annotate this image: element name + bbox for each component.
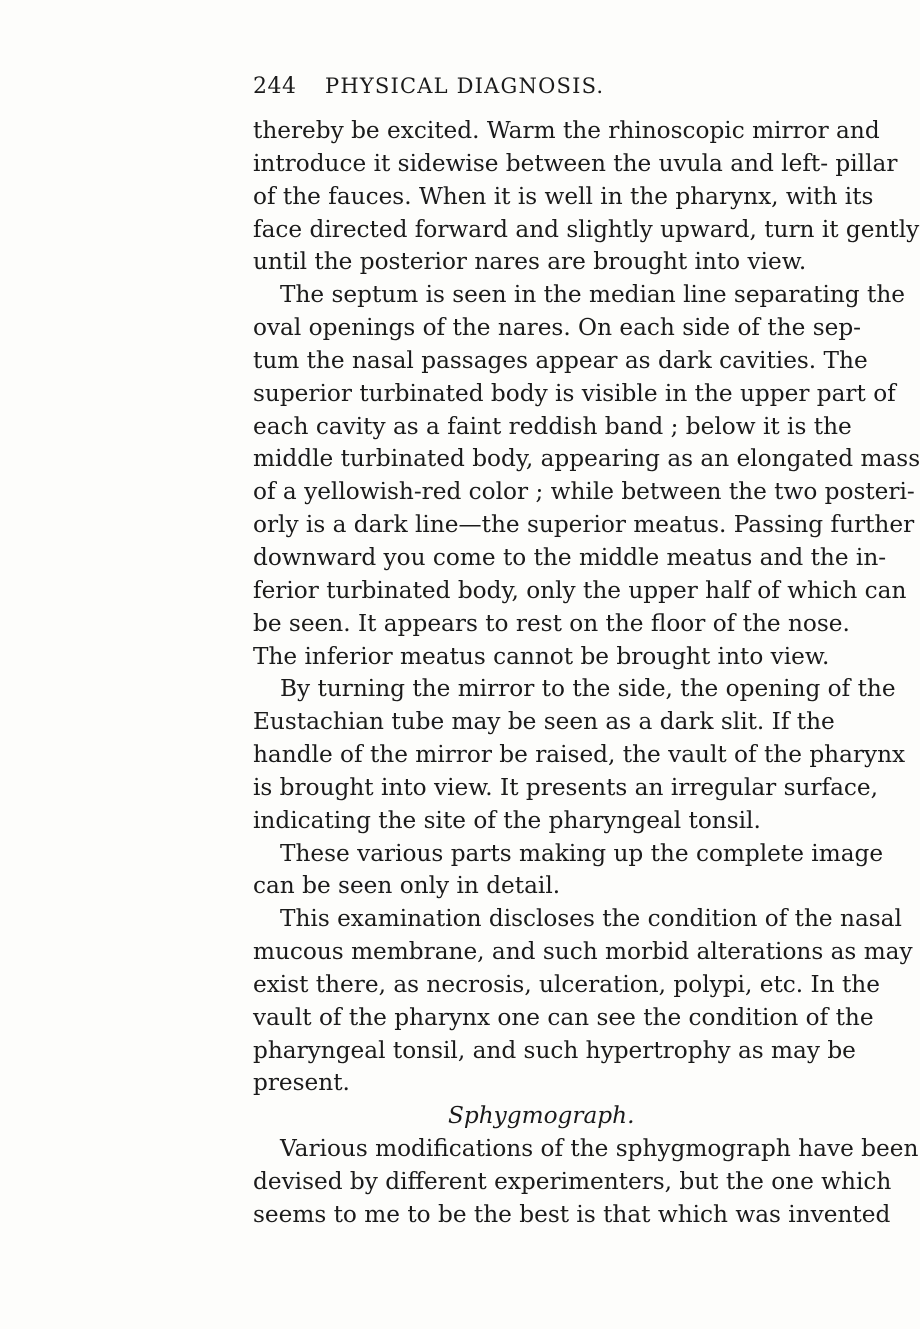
text-line: mucous membrane, and such morbid alterations as may xyxy=(253,938,913,966)
text-line: tum the nasal passages appear as dark cavities. The xyxy=(253,346,868,374)
text-line: be seen. It appears to rest on the floor of the nose. xyxy=(253,609,850,637)
running-head xyxy=(253,74,773,106)
section-heading: Sphygmograph. xyxy=(448,1102,635,1130)
text-line: exist there, as necrosis, ulceration, polypi, etc. In the xyxy=(253,970,880,998)
text-line: indicating the site of the pharyngeal tonsil. xyxy=(253,806,761,834)
text-line: each cavity as a faint reddish band ; below it is the xyxy=(253,412,852,440)
text-line: vault of the pharynx one can see the condition of the xyxy=(253,1003,874,1031)
text-line: face directed forward and slightly upward, turn it gently xyxy=(253,215,920,243)
text-line: This examination discloses the condition of the nasal xyxy=(280,905,902,933)
text-line: Eustachian tube may be seen as a dark slit. If the xyxy=(253,708,835,736)
text-line: The septum is seen in the median line separating the xyxy=(280,281,905,309)
text-line: thereby be excited. Warm the rhinoscopic mirror and xyxy=(253,117,880,144)
body-text xyxy=(253,115,920,1232)
text-line: ferior turbinated body, only the upper half of which can xyxy=(253,576,907,604)
text-line: superior turbinated body is visible in the upper part of xyxy=(253,379,896,407)
text-line: introduce it sidewise between the uvula and left- pillar xyxy=(253,149,898,177)
text-line: handle of the mirror be raised, the vault of the pharynx xyxy=(253,741,906,769)
text-line: By turning the mirror to the side, the opening of the xyxy=(280,675,896,703)
text-line: until the posterior nares are brought into view. xyxy=(253,248,807,276)
text-line: of the fauces. When it is well in the pharynx, with its xyxy=(253,182,874,210)
text-line: oval openings of the nares. On each side of the sep- xyxy=(253,314,862,342)
text-line: can be seen only in detail. xyxy=(253,872,561,900)
text-line: orly is a dark line—the superior meatus. Passing further xyxy=(253,511,915,539)
text-line: downward you come to the middle meatus and the in- xyxy=(253,543,887,571)
text-line: of a yellowish-red color ; while between the two posteri- xyxy=(253,478,915,506)
text-line: present. xyxy=(253,1069,350,1097)
text-line: pharyngeal tonsil, and such hypertrophy as may be xyxy=(253,1036,856,1064)
text-line: Various modifications of the sphygmograph have been xyxy=(280,1135,919,1163)
page-number: 244 xyxy=(253,74,297,99)
text-line: These various parts making up the complete image xyxy=(280,839,884,867)
text-line: middle turbinated body, appearing as an elongated mass xyxy=(253,445,920,473)
text-line: seems to me to be the best is that which was invented xyxy=(253,1200,891,1228)
running-title: PHYSICAL DIAGNOSIS. xyxy=(325,74,605,98)
text-line: is brought into view. It presents an irregular surface, xyxy=(253,773,878,801)
text-line: The inferior meatus cannot be brought into view. xyxy=(253,642,830,670)
text-line: devised by different experimenters, but the one which xyxy=(253,1168,892,1195)
